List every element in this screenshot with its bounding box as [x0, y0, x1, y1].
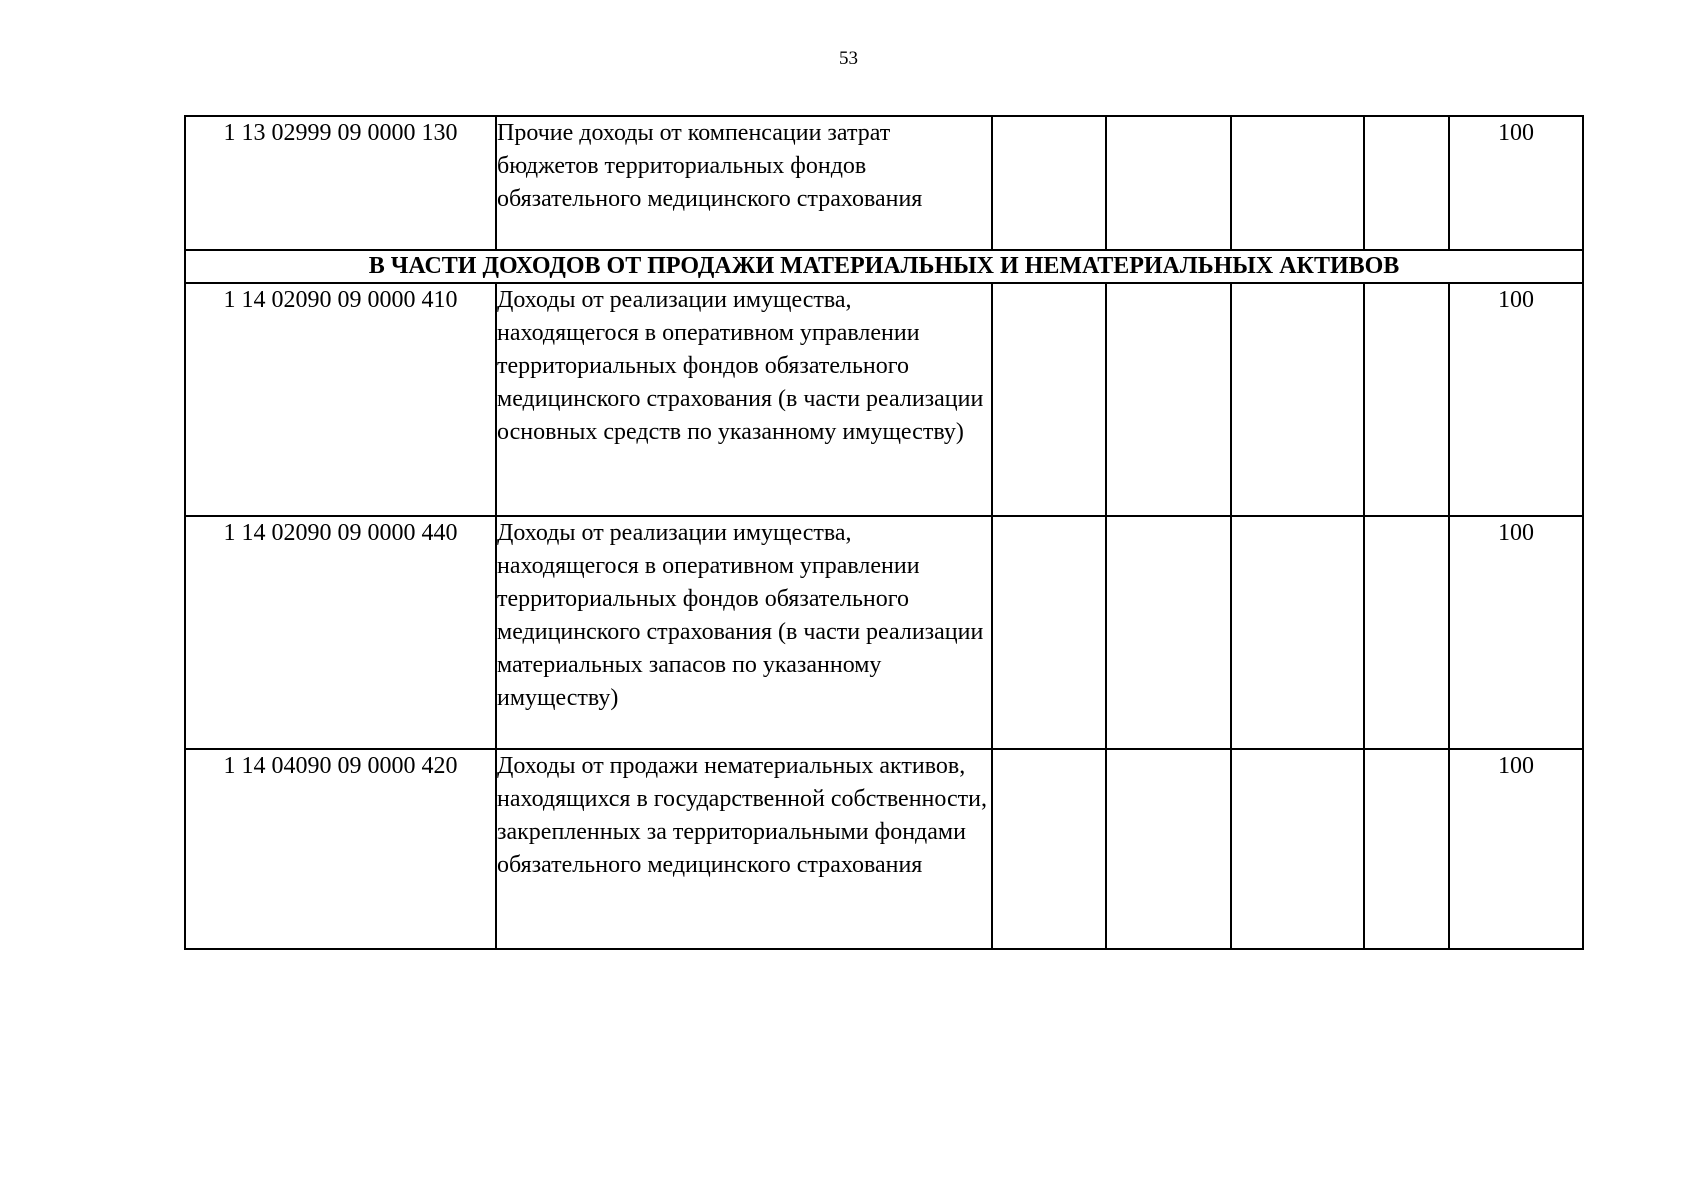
value-cell — [1106, 283, 1231, 516]
value-cell — [1231, 116, 1364, 250]
value-cell — [1364, 116, 1449, 250]
value-cell — [1106, 116, 1231, 250]
table-row — [185, 283, 1583, 516]
value-cell — [992, 749, 1106, 949]
normative-percent-cell: 100 — [1449, 116, 1583, 250]
value-cell — [1364, 283, 1449, 516]
normative-percent-cell: 100 — [1449, 749, 1583, 949]
revenue-name-cell: Прочие доходы от компенсации затрат бюджетов территориальных фондов обязательного медицинского страхования — [496, 116, 992, 250]
value-cell — [1106, 516, 1231, 749]
value-cell — [992, 283, 1106, 516]
page-number: 53 — [839, 48, 858, 69]
value-cell — [1231, 283, 1364, 516]
revenue-name-cell: Доходы от продажи нематериальных активов, находящихся в государственной собственности, закрепленных за территориальными фондами обязательного медицинского страхования — [496, 749, 992, 949]
value-cell — [1364, 516, 1449, 749]
revenue-name-cell: Доходы от реализации имущества, находящегося в оперативном управлении территориальных фондов обязательного медицинского страхования (в части реализации основных средств по указанному имуществу) — [496, 283, 992, 516]
revenue-codes-table — [184, 115, 1584, 950]
value-cell — [1231, 516, 1364, 749]
table-row — [185, 749, 1583, 949]
value-cell — [1231, 749, 1364, 949]
revenue-name-cell: Доходы от реализации имущества, находящегося в оперативном управлении территориальных фондов обязательного медицинского страхования (в части реализации материальных запасов по указанному имуществу) — [496, 516, 992, 749]
value-cell — [992, 516, 1106, 749]
revenue-code-cell: 1 14 02090 09 0000 410 — [185, 283, 496, 516]
normative-percent-cell: 100 — [1449, 516, 1583, 749]
table-row — [185, 516, 1583, 749]
section-header-row — [185, 250, 1583, 283]
value-cell — [1364, 749, 1449, 949]
section-title: В ЧАСТИ ДОХОДОВ ОТ ПРОДАЖИ МАТЕРИАЛЬНЫХ И НЕМАТЕРИАЛЬНЫХ АКТИВОВ — [185, 250, 1583, 283]
revenue-code-cell: 1 14 02090 09 0000 440 — [185, 516, 496, 749]
value-cell — [992, 116, 1106, 250]
revenue-code-cell: 1 13 02999 09 0000 130 — [185, 116, 496, 250]
value-cell — [1106, 749, 1231, 949]
table-row — [185, 116, 1583, 250]
revenue-code-cell: 1 14 04090 09 0000 420 — [185, 749, 496, 949]
normative-percent-cell: 100 — [1449, 283, 1583, 516]
